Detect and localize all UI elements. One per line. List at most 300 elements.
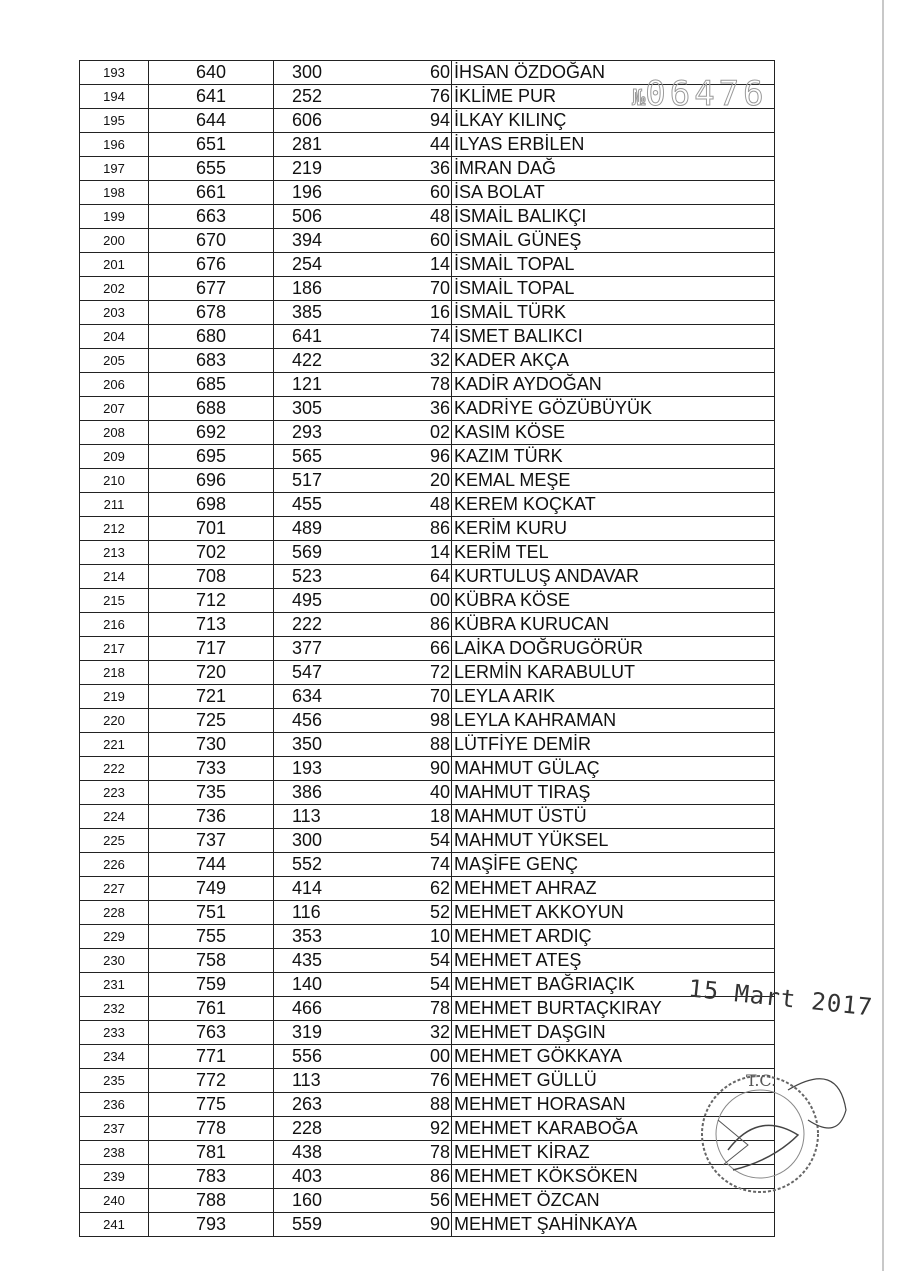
id-end: 54 xyxy=(424,829,452,853)
list-number: 733 xyxy=(149,757,274,781)
table-row xyxy=(80,997,775,1021)
id-masked-gap xyxy=(406,517,424,541)
id-masked-gap xyxy=(406,469,424,493)
id-masked-gap xyxy=(406,325,424,349)
row-number: 194 xyxy=(80,85,149,109)
person-name: MEHMET ATEŞ xyxy=(452,949,775,973)
row-number: 215 xyxy=(80,589,149,613)
id-end: 32 xyxy=(424,1021,452,1045)
row-number: 195 xyxy=(80,109,149,133)
id-start: 252 xyxy=(274,85,407,109)
table-row xyxy=(80,973,775,997)
list-number: 721 xyxy=(149,685,274,709)
table-row xyxy=(80,493,775,517)
id-masked-gap xyxy=(406,541,424,565)
person-name: MEHMET ARDIÇ xyxy=(452,925,775,949)
id-end: 52 xyxy=(424,901,452,925)
row-number: 206 xyxy=(80,373,149,397)
table-row xyxy=(80,1189,775,1213)
person-name: MAHMUT ÜSTÜ xyxy=(452,805,775,829)
row-number: 196 xyxy=(80,133,149,157)
id-end: 78 xyxy=(424,997,452,1021)
id-start: 422 xyxy=(274,349,407,373)
person-name: MEHMET KİRAZ xyxy=(452,1141,775,1165)
id-masked-gap xyxy=(406,1213,424,1237)
person-name: İSMAİL BALIKÇI xyxy=(452,205,775,229)
id-start: 254 xyxy=(274,253,407,277)
list-number: 778 xyxy=(149,1117,274,1141)
table-row xyxy=(80,925,775,949)
id-start: 377 xyxy=(274,637,407,661)
person-name: MEHMET AHRAZ xyxy=(452,877,775,901)
row-number: 203 xyxy=(80,301,149,325)
list-number: 661 xyxy=(149,181,274,205)
row-number: 199 xyxy=(80,205,149,229)
row-number: 225 xyxy=(80,829,149,853)
id-start: 160 xyxy=(274,1189,407,1213)
person-name: LERMİN KARABULUT xyxy=(452,661,775,685)
id-masked-gap xyxy=(406,421,424,445)
id-start: 319 xyxy=(274,1021,407,1045)
list-number: 744 xyxy=(149,853,274,877)
row-number: 228 xyxy=(80,901,149,925)
id-end: 74 xyxy=(424,325,452,349)
id-start: 435 xyxy=(274,949,407,973)
table-row xyxy=(80,637,775,661)
id-start: 350 xyxy=(274,733,407,757)
person-name: KEREM KOÇKAT xyxy=(452,493,775,517)
id-start: 386 xyxy=(274,781,407,805)
row-number: 222 xyxy=(80,757,149,781)
list-number: 781 xyxy=(149,1141,274,1165)
table-row xyxy=(80,325,775,349)
person-name: MEHMET ŞAHİNKAYA xyxy=(452,1213,775,1237)
list-number: 749 xyxy=(149,877,274,901)
id-masked-gap xyxy=(406,1069,424,1093)
row-number: 232 xyxy=(80,997,149,1021)
list-number: 655 xyxy=(149,157,274,181)
list-number: 677 xyxy=(149,277,274,301)
row-number: 230 xyxy=(80,949,149,973)
table-row xyxy=(80,469,775,493)
serial-number-stamp xyxy=(632,74,768,114)
table-row xyxy=(80,565,775,589)
table-row xyxy=(80,805,775,829)
id-masked-gap xyxy=(406,493,424,517)
row-number: 226 xyxy=(80,853,149,877)
id-end: 64 xyxy=(424,565,452,589)
id-end: 76 xyxy=(424,1069,452,1093)
table-row xyxy=(80,1117,775,1141)
id-start: 121 xyxy=(274,373,407,397)
id-start: 300 xyxy=(274,61,407,85)
table-body xyxy=(80,61,775,1237)
list-number: 736 xyxy=(149,805,274,829)
row-number: 241 xyxy=(80,1213,149,1237)
person-name: MEHMET HORASAN xyxy=(452,1093,775,1117)
list-number: 758 xyxy=(149,949,274,973)
id-masked-gap xyxy=(406,229,424,253)
row-number: 218 xyxy=(80,661,149,685)
id-masked-gap xyxy=(406,757,424,781)
list-number: 641 xyxy=(149,85,274,109)
table-row xyxy=(80,1021,775,1045)
id-masked-gap xyxy=(406,1093,424,1117)
table-row xyxy=(80,1045,775,1069)
row-number: 198 xyxy=(80,181,149,205)
table-row xyxy=(80,421,775,445)
id-end: 78 xyxy=(424,373,452,397)
id-start: 466 xyxy=(274,997,407,1021)
id-end: 86 xyxy=(424,517,452,541)
table-row xyxy=(80,661,775,685)
id-masked-gap xyxy=(406,805,424,829)
row-number: 239 xyxy=(80,1165,149,1189)
id-start: 506 xyxy=(274,205,407,229)
id-start: 641 xyxy=(274,325,407,349)
id-start: 196 xyxy=(274,181,407,205)
id-masked-gap xyxy=(406,997,424,1021)
id-end: 78 xyxy=(424,1141,452,1165)
id-masked-gap xyxy=(406,253,424,277)
id-start: 219 xyxy=(274,157,407,181)
person-name: MAHMUT YÜKSEL xyxy=(452,829,775,853)
id-masked-gap xyxy=(406,709,424,733)
id-end: 14 xyxy=(424,253,452,277)
id-start: 556 xyxy=(274,1045,407,1069)
id-end: 66 xyxy=(424,637,452,661)
list-number: 683 xyxy=(149,349,274,373)
id-masked-gap xyxy=(406,661,424,685)
id-start: 228 xyxy=(274,1117,407,1141)
list-number: 775 xyxy=(149,1093,274,1117)
id-masked-gap xyxy=(406,1117,424,1141)
list-number: 788 xyxy=(149,1189,274,1213)
table-row xyxy=(80,229,775,253)
list-number: 759 xyxy=(149,973,274,997)
table-row xyxy=(80,445,775,469)
id-end: 90 xyxy=(424,757,452,781)
table-row xyxy=(80,829,775,853)
list-number: 680 xyxy=(149,325,274,349)
person-name: KERİM KURU xyxy=(452,517,775,541)
person-name: KAZIM TÜRK xyxy=(452,445,775,469)
person-name: MEHMET DAŞGIN xyxy=(452,1021,775,1045)
list-number: 696 xyxy=(149,469,274,493)
list-number: 737 xyxy=(149,829,274,853)
id-end: 20 xyxy=(424,469,452,493)
id-end: 86 xyxy=(424,1165,452,1189)
table-row xyxy=(80,181,775,205)
person-name: İKLİME PUR xyxy=(452,85,775,109)
list-number: 640 xyxy=(149,61,274,85)
table-row xyxy=(80,541,775,565)
list-number: 772 xyxy=(149,1069,274,1093)
id-masked-gap xyxy=(406,565,424,589)
id-end: 18 xyxy=(424,805,452,829)
table-row xyxy=(80,901,775,925)
person-name: İSMAİL TOPAL xyxy=(452,253,775,277)
row-number: 217 xyxy=(80,637,149,661)
row-number: 223 xyxy=(80,781,149,805)
id-end: 88 xyxy=(424,1093,452,1117)
id-end: 48 xyxy=(424,493,452,517)
id-end: 70 xyxy=(424,685,452,709)
id-end: 62 xyxy=(424,877,452,901)
person-name: MEHMET BURTAÇKIRAY xyxy=(452,997,775,1021)
person-name: KÜBRA KURUCAN xyxy=(452,613,775,637)
id-end: 40 xyxy=(424,781,452,805)
list-number: 783 xyxy=(149,1165,274,1189)
id-start: 438 xyxy=(274,1141,407,1165)
id-end: 90 xyxy=(424,1213,452,1237)
row-number: 209 xyxy=(80,445,149,469)
row-number: 202 xyxy=(80,277,149,301)
id-start: 385 xyxy=(274,301,407,325)
list-number: 701 xyxy=(149,517,274,541)
row-number: 235 xyxy=(80,1069,149,1093)
table-row xyxy=(80,277,775,301)
id-masked-gap xyxy=(406,925,424,949)
row-number: 220 xyxy=(80,709,149,733)
person-name: MEHMET GÜLLÜ xyxy=(452,1069,775,1093)
id-start: 263 xyxy=(274,1093,407,1117)
person-name: MEHMET GÖKKAYA xyxy=(452,1045,775,1069)
id-masked-gap xyxy=(406,181,424,205)
id-start: 113 xyxy=(274,805,407,829)
list-number: 695 xyxy=(149,445,274,469)
seal-text: T.C. xyxy=(746,1071,777,1090)
id-start: 565 xyxy=(274,445,407,469)
person-name: KADİR AYDOĞAN xyxy=(452,373,775,397)
id-start: 547 xyxy=(274,661,407,685)
list-number: 735 xyxy=(149,781,274,805)
table-row xyxy=(80,517,775,541)
id-masked-gap xyxy=(406,157,424,181)
person-name: KADER AKÇA xyxy=(452,349,775,373)
table-row xyxy=(80,709,775,733)
person-name: MEHMET ÖZCAN xyxy=(452,1189,775,1213)
id-masked-gap xyxy=(406,277,424,301)
row-number: 236 xyxy=(80,1093,149,1117)
row-number: 234 xyxy=(80,1045,149,1069)
person-name: İHSAN ÖZDOĞAN xyxy=(452,61,775,85)
list-number: 763 xyxy=(149,1021,274,1045)
id-end: 60 xyxy=(424,61,452,85)
table-row xyxy=(80,1093,775,1117)
row-number: 197 xyxy=(80,157,149,181)
id-start: 523 xyxy=(274,565,407,589)
id-start: 552 xyxy=(274,853,407,877)
list-number: 725 xyxy=(149,709,274,733)
person-name: İLYAS ERBİLEN xyxy=(452,133,775,157)
person-name: MEHMET BAĞRIAÇIK xyxy=(452,973,775,997)
row-number: 224 xyxy=(80,805,149,829)
person-name: LEYLA KAHRAMAN xyxy=(452,709,775,733)
person-name: MAŞİFE GENÇ xyxy=(452,853,775,877)
list-number: 670 xyxy=(149,229,274,253)
list-number: 755 xyxy=(149,925,274,949)
person-name: MEHMET KARABOĞA xyxy=(452,1117,775,1141)
person-name: İSMAİL TÜRK xyxy=(452,301,775,325)
serial-prefix: № xyxy=(632,86,646,111)
id-end: 60 xyxy=(424,181,452,205)
id-masked-gap xyxy=(406,589,424,613)
list-number: 771 xyxy=(149,1045,274,1069)
page-edge-line xyxy=(882,0,884,1271)
list-number: 751 xyxy=(149,901,274,925)
id-masked-gap xyxy=(406,1021,424,1045)
list-number: 720 xyxy=(149,661,274,685)
id-start: 495 xyxy=(274,589,407,613)
person-name: İLKAY KILINÇ xyxy=(452,109,775,133)
id-start: 305 xyxy=(274,397,407,421)
table-row xyxy=(80,1213,775,1237)
id-masked-gap xyxy=(406,781,424,805)
list-number: 698 xyxy=(149,493,274,517)
id-masked-gap xyxy=(406,829,424,853)
table-row xyxy=(80,949,775,973)
list-number: 678 xyxy=(149,301,274,325)
id-start: 300 xyxy=(274,829,407,853)
id-end: 96 xyxy=(424,445,452,469)
list-number: 663 xyxy=(149,205,274,229)
name-list-table xyxy=(79,60,775,1237)
id-start: 403 xyxy=(274,1165,407,1189)
id-start: 222 xyxy=(274,613,407,637)
list-number: 692 xyxy=(149,421,274,445)
id-start: 569 xyxy=(274,541,407,565)
id-end: 54 xyxy=(424,949,452,973)
id-end: 00 xyxy=(424,1045,452,1069)
id-start: 394 xyxy=(274,229,407,253)
id-masked-gap xyxy=(406,445,424,469)
id-masked-gap xyxy=(406,853,424,877)
list-number: 712 xyxy=(149,589,274,613)
id-end: 88 xyxy=(424,733,452,757)
id-end: 74 xyxy=(424,853,452,877)
table-row xyxy=(80,1141,775,1165)
id-masked-gap xyxy=(406,109,424,133)
row-number: 201 xyxy=(80,253,149,277)
list-number: 793 xyxy=(149,1213,274,1237)
id-start: 353 xyxy=(274,925,407,949)
row-number: 211 xyxy=(80,493,149,517)
official-seal-icon xyxy=(688,1050,848,1200)
id-masked-gap xyxy=(406,901,424,925)
table-row xyxy=(80,205,775,229)
table-row xyxy=(80,589,775,613)
person-name: KERİM TEL xyxy=(452,541,775,565)
id-end: 98 xyxy=(424,709,452,733)
row-number: 205 xyxy=(80,349,149,373)
person-name: İSA BOLAT xyxy=(452,181,775,205)
id-end: 72 xyxy=(424,661,452,685)
person-name: İSMAİL TOPAL xyxy=(452,277,775,301)
person-name: LEYLA ARIK xyxy=(452,685,775,709)
id-end: 56 xyxy=(424,1189,452,1213)
row-number: 200 xyxy=(80,229,149,253)
row-number: 208 xyxy=(80,421,149,445)
id-start: 634 xyxy=(274,685,407,709)
id-masked-gap xyxy=(406,877,424,901)
id-end: 70 xyxy=(424,277,452,301)
id-start: 113 xyxy=(274,1069,407,1093)
table-row xyxy=(80,853,775,877)
id-masked-gap xyxy=(406,61,424,85)
id-end: 76 xyxy=(424,85,452,109)
row-number: 231 xyxy=(80,973,149,997)
person-name: LAİKA DOĞRUGÖRÜR xyxy=(452,637,775,661)
row-number: 214 xyxy=(80,565,149,589)
row-number: 193 xyxy=(80,61,149,85)
id-masked-gap xyxy=(406,373,424,397)
id-masked-gap xyxy=(406,1189,424,1213)
id-masked-gap xyxy=(406,613,424,637)
table-row xyxy=(80,253,775,277)
id-end: 02 xyxy=(424,421,452,445)
list-number: 708 xyxy=(149,565,274,589)
id-start: 489 xyxy=(274,517,407,541)
row-number: 221 xyxy=(80,733,149,757)
id-masked-gap xyxy=(406,1165,424,1189)
id-end: 16 xyxy=(424,301,452,325)
table-row xyxy=(80,1069,775,1093)
id-masked-gap xyxy=(406,685,424,709)
id-end: 60 xyxy=(424,229,452,253)
id-masked-gap xyxy=(406,949,424,973)
id-start: 517 xyxy=(274,469,407,493)
person-name: LÜTFİYE DEMİR xyxy=(452,733,775,757)
list-number: 713 xyxy=(149,613,274,637)
person-name: MAHMUT GÜLAÇ xyxy=(452,757,775,781)
table-row xyxy=(80,613,775,637)
id-start: 456 xyxy=(274,709,407,733)
id-start: 293 xyxy=(274,421,407,445)
id-masked-gap xyxy=(406,133,424,157)
person-name: KEMAL MEŞE xyxy=(452,469,775,493)
table-row xyxy=(80,157,775,181)
id-end: 48 xyxy=(424,205,452,229)
id-masked-gap xyxy=(406,349,424,373)
id-end: 10 xyxy=(424,925,452,949)
id-masked-gap xyxy=(406,205,424,229)
id-end: 00 xyxy=(424,589,452,613)
id-start: 414 xyxy=(274,877,407,901)
id-start: 186 xyxy=(274,277,407,301)
person-name: İMRAN DAĞ xyxy=(452,157,775,181)
person-name: MAHMUT TIRAŞ xyxy=(452,781,775,805)
row-number: 212 xyxy=(80,517,149,541)
table-row xyxy=(80,733,775,757)
id-masked-gap xyxy=(406,301,424,325)
id-end: 14 xyxy=(424,541,452,565)
id-start: 559 xyxy=(274,1213,407,1237)
table-row xyxy=(80,373,775,397)
date-stamp: 15 Mart 2017 xyxy=(687,974,875,1022)
person-name: KASIM KÖSE xyxy=(452,421,775,445)
row-number: 216 xyxy=(80,613,149,637)
id-masked-gap xyxy=(406,733,424,757)
id-start: 193 xyxy=(274,757,407,781)
serial-number: 06476 xyxy=(645,74,768,114)
person-name: MEHMET KÖKSÖKEN xyxy=(452,1165,775,1189)
id-end: 36 xyxy=(424,397,452,421)
row-number: 229 xyxy=(80,925,149,949)
table-row xyxy=(80,1165,775,1189)
list-number: 761 xyxy=(149,997,274,1021)
id-start: 116 xyxy=(274,901,407,925)
